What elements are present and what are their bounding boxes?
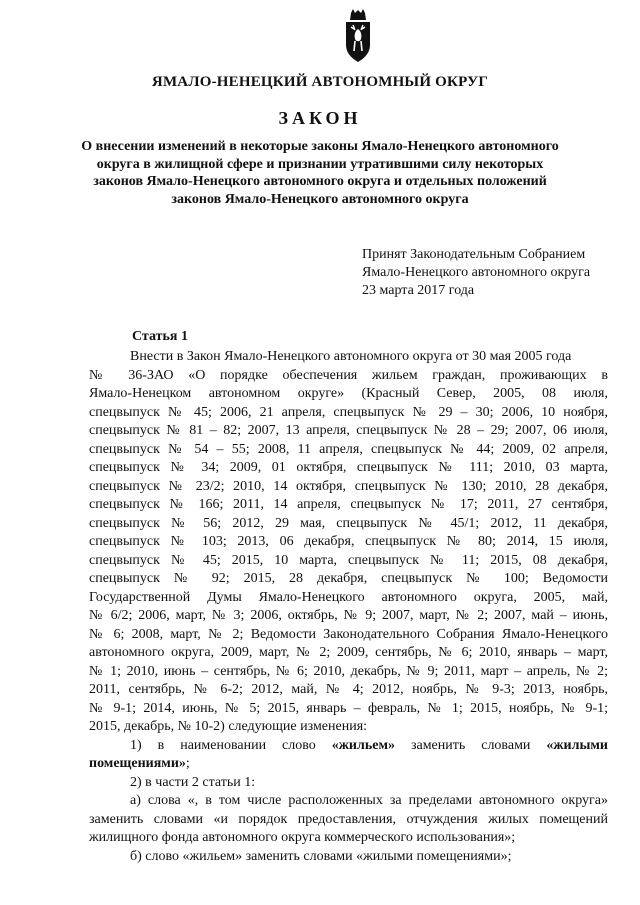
adoption-line: 23 марта 2017 года bbox=[362, 283, 475, 298]
item-1-end: ; bbox=[185, 756, 190, 771]
title-line: законов Ямало-Ненецкого автономного округа и отдельных положений bbox=[93, 174, 547, 189]
item-1-new-word-cont: помещениями» bbox=[89, 756, 186, 771]
body-line: 2011, сентябрь, № 6-2; 2012, май, № 4; 2012, ноябрь, № 9-3; 2013, ноябрь, bbox=[89, 682, 608, 697]
item-2-line: б) слово «жильем» заменить словами «жилыми помещениями»; bbox=[130, 848, 512, 864]
adoption-line: Ямало-Ненецкого автономного округа bbox=[362, 265, 591, 280]
body-line: № 36-ЗАО «О порядке обеспечения жильем граждан, проживающих в bbox=[89, 367, 608, 383]
law-title bbox=[80, 138, 560, 208]
item-2-line: а) слова «, в том числе расположенных за пределами автономного округа» bbox=[130, 793, 608, 808]
body-line: спецвыпуск № 81 – 82; 2007, 13 апреля, спецвыпуск № 28 – 29; 2007, 06 июля, bbox=[89, 423, 608, 438]
body-line: 2015, декабрь, № 10-2) следующие изменения: bbox=[89, 719, 368, 734]
item-1-line bbox=[89, 737, 608, 756]
item-2-line: жилищного фонда автономного округа коммерческого использования»; bbox=[89, 830, 516, 845]
coat-of-arms-icon bbox=[341, 9, 375, 63]
title-line: законов Ямало-Ненецкого автономного округа bbox=[171, 191, 469, 207]
item-2-line: 2) в части 2 статьи 1: bbox=[130, 774, 256, 790]
body-line: спецвыпуск № 56; 2012, 29 мая, спецвыпуск № 45/1; 2012, 11 декабря, bbox=[89, 515, 608, 531]
title-line: округа в жилищной сфере и признании утратившими силу некоторых bbox=[96, 156, 544, 172]
region-name: ЯМАЛО-НЕНЕЦКИЙ АВТОНОМНЫЙ ОКРУГ bbox=[151, 74, 489, 90]
adoption-info bbox=[362, 246, 590, 300]
item-1-old-word: «жильем» bbox=[331, 737, 395, 753]
article-heading: Статья 1 bbox=[132, 329, 188, 344]
article-body bbox=[89, 348, 608, 866]
body-line: автономного округа, 2009, март, № 2; 2009, сентябрь, № 6; 2010, январь – март, bbox=[89, 645, 608, 660]
document-type: ЗАКОН bbox=[278, 108, 362, 128]
body-line: спецвыпуск № 103; 2013, 06 декабря, спецвыпуск № 80; 2014, 15 июля, bbox=[89, 534, 608, 549]
body-line: спецвыпуск № 54 – 55; 2008, 11 апреля, спецвыпуск № 44; 2009, 02 апреля, bbox=[89, 441, 608, 457]
item-2-line: заменить словами «и порядок предоставления, отчуждения жилых помещений bbox=[89, 811, 608, 827]
body-line: № 1; 2010, июнь – сентябрь, № 6; 2010, декабрь, № 9; 2011, март – апрель, № 2; bbox=[89, 663, 608, 679]
body-line: спецвыпуск № 23/2; 2010, 14 октября, спецвыпуск № 130; 2010, 28 декабря, bbox=[89, 478, 608, 494]
item-1-new-word: «жилыми bbox=[546, 737, 608, 753]
body-line: Ямало-Ненецком автономном округе» (Красный Север, 2005, 08 июля, bbox=[89, 386, 608, 401]
body-line: № 6; 2008, март, № 2; Ведомости Законодательного Собрания Ямало-Ненецкого bbox=[89, 626, 608, 642]
body-line: № 6/2; 2006, март, № 3; 2006, октябрь, № 9; 2007, март, № 2; 2007, май – июнь, bbox=[89, 608, 608, 623]
body-line: спецвыпуск № 92; 2015, 28 декабря, спецвыпуск № 100; Ведомости bbox=[89, 571, 608, 586]
item-1-line-cont bbox=[89, 755, 608, 774]
body-line: спецвыпуск № 34; 2009, 01 октября, спецвыпуск № 111; 2010, 03 марта, bbox=[89, 460, 608, 475]
body-line: спецвыпуск № 166; 2011, 14 апреля, спецвыпуск № 17; 2011, 27 сентября, bbox=[89, 497, 608, 512]
body-line: спецвыпуск № 45; 2015, 10 марта, спецвыпуск № 11; 2015, 08 декабря, bbox=[89, 552, 608, 568]
item-1-start: 1) в наименовании слово bbox=[130, 737, 316, 753]
body-line: Внести в Закон Ямало-Ненецкого автономного округа от 30 мая 2005 года bbox=[130, 349, 572, 364]
item-1-middle: заменить словами bbox=[410, 737, 531, 753]
body-line: Государственной Думы Ямало-Ненецкого автономного округа, 2005, май, bbox=[89, 589, 608, 605]
adoption-line: Принят Законодательным Собранием bbox=[362, 247, 586, 262]
title-line: О внесении изменений в некоторые законы Ямало-Ненецкого автономного bbox=[81, 139, 559, 154]
body-line: № 9-1; 2014, июнь, № 5; 2015, январь – февраль, № 1; 2015, ноябрь, № 9-1; bbox=[89, 700, 608, 716]
body-line: спецвыпуск № 45; 2006, 21 апреля, спецвыпуск № 29 – 30; 2006, 10 ноября, bbox=[89, 404, 608, 420]
